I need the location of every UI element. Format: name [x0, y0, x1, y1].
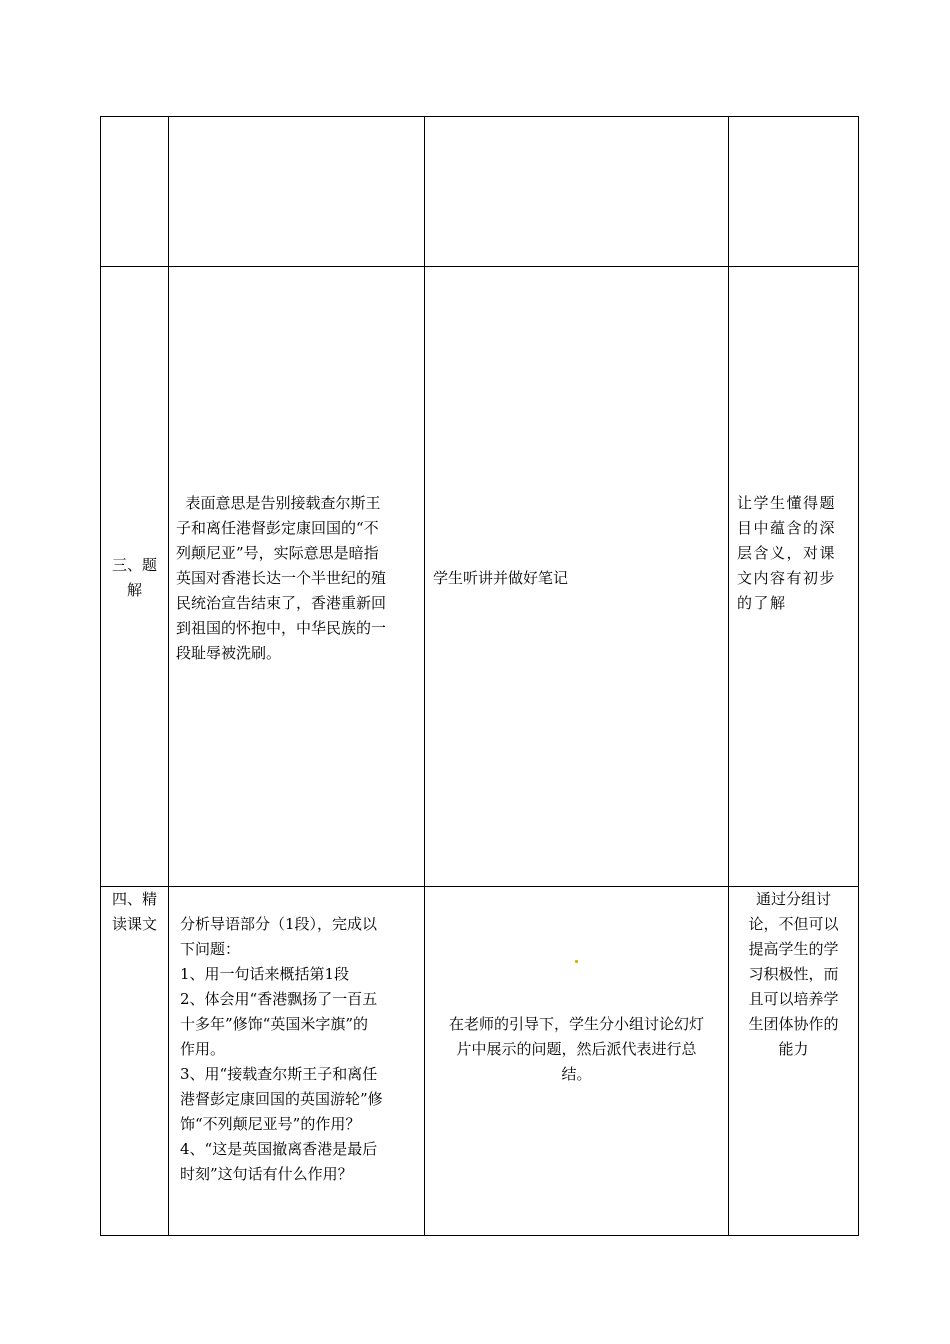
- teacher-text-line: 下问题：: [180, 940, 241, 958]
- teacher-text-line: 作用。: [180, 1040, 226, 1058]
- purpose-text-line: 论，不但可以: [748, 915, 839, 933]
- row-divider: [100, 266, 859, 267]
- stage-label-line: 三、题: [111, 556, 157, 574]
- purpose-text-line: 通过分组讨: [755, 890, 831, 908]
- purpose-text-line: 生团体协作的: [748, 1015, 839, 1033]
- teacher-text-line: 到祖国的怀抱中，中华民族的一: [176, 619, 387, 637]
- purpose-text-line: 且可以培养学: [748, 990, 839, 1008]
- stage-label-line: 读课文: [111, 915, 157, 933]
- table-cell-empty: [729, 117, 858, 266]
- purpose-text-line: 提高学生的学: [748, 940, 839, 958]
- teacher-text-line: 4、“这是英国撤离香港是最后: [180, 1140, 378, 1158]
- purpose-text-line: 目中蕴含的深: [737, 519, 837, 537]
- purpose-text-line: 习积极性，而: [748, 965, 839, 983]
- stage-cell-close-reading: [101, 887, 168, 937]
- student-activity-cell: [425, 1012, 728, 1087]
- purpose-text-line: 的了解: [737, 594, 787, 612]
- design-purpose-cell: [729, 887, 858, 1062]
- table-cell-empty: [101, 117, 168, 266]
- teacher-text-line: 时刻”这句话有什么作用？: [180, 1165, 353, 1183]
- teacher-text-line: 段耻辱被洗刷。: [176, 644, 282, 662]
- table-border-bottom: [100, 1235, 859, 1236]
- stray-dot-mark: [575, 960, 578, 963]
- teacher-text-line: 1、用一句话来概括第1段: [180, 965, 350, 983]
- stage-label-line: 四、精: [111, 890, 157, 908]
- teacher-text-line: 2、体会用“香港飘扬了一百五: [180, 990, 378, 1008]
- teacher-text-line: 英国对香港长达一个半世纪的殖: [176, 569, 387, 587]
- purpose-text-line: 层含义，对课: [737, 544, 837, 562]
- stage-cell-title-explanation: [101, 553, 168, 603]
- teacher-text-line: 列颠尼亚”号，实际意思是暗指: [176, 544, 379, 562]
- table-border-left: [100, 116, 101, 1236]
- teacher-text-line: 十多年”修饰“英国米字旗”的: [180, 1015, 369, 1033]
- column-divider: [168, 116, 169, 1236]
- student-text-line: 结。: [561, 1065, 592, 1083]
- table-border-right: [858, 116, 859, 1236]
- teacher-text-line: 子和离任港督彭定康回国的“不: [176, 519, 379, 537]
- student-text-line: 学生听讲并做好笔记: [433, 569, 569, 587]
- teacher-text-line: 港督彭定康回国的英国游轮”修: [180, 1090, 383, 1108]
- teacher-text-line: 民统治宣告结束了，香港重新回: [176, 594, 387, 612]
- purpose-text-line: 文内容有初步: [737, 569, 837, 587]
- teacher-activity-cell: [176, 491, 420, 666]
- purpose-text-line: 能力: [778, 1040, 809, 1058]
- purpose-text-line: 让学生懂得题: [737, 494, 837, 512]
- student-text-line: 片中展示的问题，然后派代表进行总: [456, 1040, 697, 1058]
- teacher-text-line: 分析导语部分（1段），完成以: [180, 915, 378, 933]
- table-cell-empty: [425, 117, 728, 266]
- table-cell-empty: [169, 117, 424, 266]
- teacher-activity-cell: [180, 912, 422, 1187]
- student-text-line: 在老师的引导下，学生分小组讨论幻灯: [448, 1015, 704, 1033]
- teacher-text-line: 饰“不列颠尼亚号”的作用？: [180, 1115, 361, 1133]
- stage-label-line: 解: [126, 581, 142, 599]
- design-purpose-cell: [737, 491, 855, 616]
- teacher-text-line: 表面意思是告别接载查尔斯王: [176, 494, 381, 512]
- teacher-text-line: 3、用“接载查尔斯王子和离任: [180, 1065, 378, 1083]
- column-divider: [728, 116, 729, 1236]
- student-activity-cell: [433, 566, 723, 591]
